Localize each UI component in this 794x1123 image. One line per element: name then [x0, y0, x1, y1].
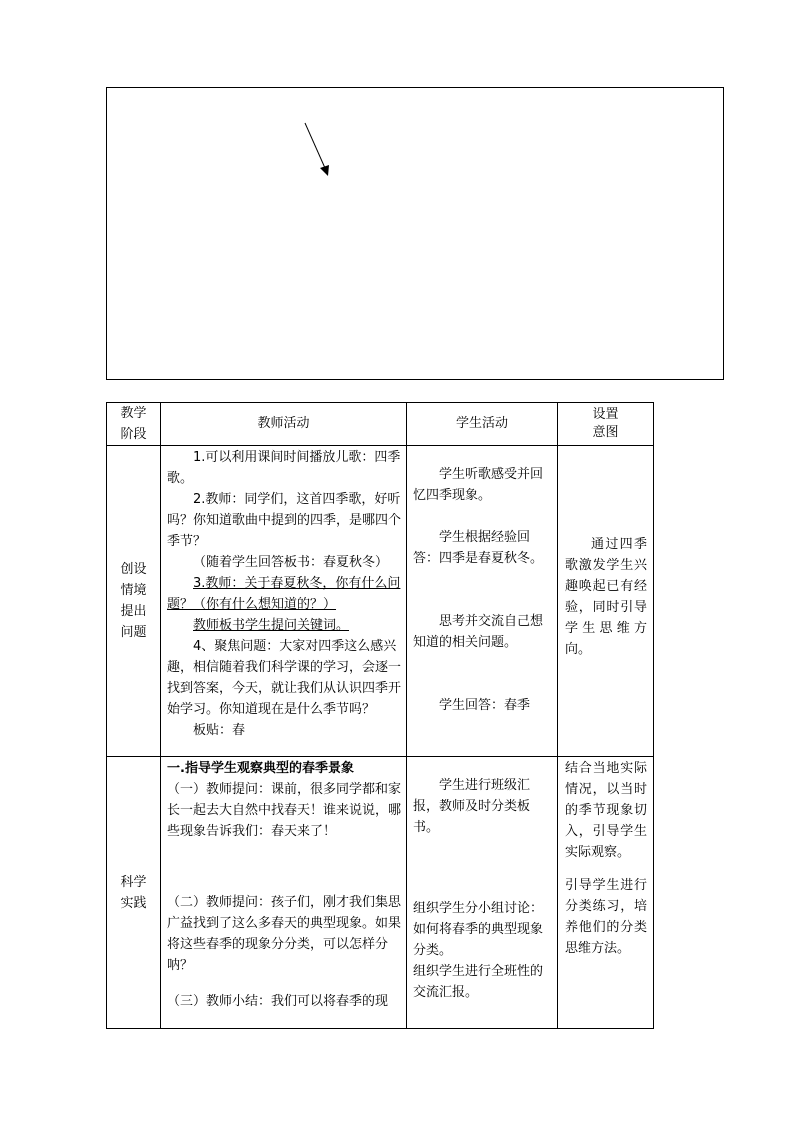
- teacher-step: 2.教师：同学们，这首四季歌，好听吗？你知道歌曲中提到的四季，是哪四个季节？: [167, 492, 402, 549]
- student-activity: 组织学生进行全班性的交流汇报。: [413, 964, 544, 1000]
- intent-text: 引导学生进行分类练习，培养他们的分类思维方法。: [565, 878, 647, 956]
- student-activity: 学生听歌感受并回忆四季现象。: [413, 467, 544, 503]
- teacher-step: （二）教师提问：孩子们，刚才我们集思广益找到了这么多春天的典型现象。如果将这些春季的现象分分类，可以怎样分呐？: [167, 895, 402, 973]
- teacher-step: 1.可以利用课间时间播放儿歌：四季歌。: [167, 450, 401, 486]
- arrow-icon: [107, 88, 725, 381]
- teacher-step: 3.教师：关于春夏秋冬，你有什么问题？（你有什么想知道的？）: [167, 576, 401, 612]
- table-row: [107, 757, 654, 1029]
- student-activity: 学生根据经验回答：四季是春夏秋冬。: [413, 530, 544, 566]
- student-activity: 组织学生分小组讨论：如何将春季的典型现象分类。: [413, 901, 544, 958]
- teacher-step: （一）教师提问：课前，很多同学都和家长一起去大自然中找春天！谁来说说，哪些现象告诉我们：春天来了！: [167, 782, 402, 839]
- header-intent-line1: 设置: [592, 407, 619, 422]
- stage-cell: [107, 446, 161, 757]
- teacher-note: （随着学生回答板书：春夏秋冬）: [193, 555, 389, 570]
- teacher-note: 板贴：春: [193, 723, 246, 738]
- header-teacher: 教师活动: [161, 403, 407, 446]
- header-row: [107, 403, 654, 446]
- student-activity: 学生进行班级汇报，教师及时分类板书。: [413, 778, 531, 835]
- intent-text: 通过四季歌激发学生兴趣唤起已有经验，同时引导学生思维方向。: [565, 537, 647, 657]
- teacher-step: 4、聚焦问题：大家对四季这么感兴趣，相信随着我们科学课的学习，会逐一找到答案，今天，就让我们从认识四季开始学习。你知道现在是什么季节吗？: [167, 639, 402, 717]
- teacher-note: 教师板书学生提问关键词。: [193, 618, 350, 633]
- student-activity: 思考并交流自己想知道的相关问题。: [413, 614, 544, 650]
- header-student: 学生活动: [407, 403, 558, 446]
- teacher-activity-cell: [161, 757, 407, 1029]
- top-drawing-frame: [106, 87, 724, 380]
- header-intent-line2: 意图: [592, 425, 619, 440]
- student-activity-cell: [407, 446, 558, 757]
- intent-text: 结合当地实际情况，以当时的季节现象切入，引导学生实际观察。: [565, 761, 647, 860]
- stage-label: 科学实践: [120, 874, 147, 911]
- table-row: [107, 446, 654, 757]
- intent-cell: [558, 446, 654, 757]
- section-heading: 一.指导学生观察典型的春季景象: [167, 761, 354, 776]
- student-activity-cell: [407, 757, 558, 1029]
- teacher-step: （三）教师小结：我们可以将春季的现: [167, 994, 389, 1009]
- intent-cell: [558, 757, 654, 1029]
- header-stage: 教学阶段: [107, 403, 161, 446]
- stage-cell: [107, 757, 161, 1029]
- student-activity: 学生回答：春季: [439, 698, 531, 713]
- header-intent: [558, 403, 654, 446]
- stage-label: 创设情境提出问题: [120, 562, 147, 640]
- lesson-plan-table: [106, 402, 654, 1029]
- teacher-activity-cell: [161, 446, 407, 757]
